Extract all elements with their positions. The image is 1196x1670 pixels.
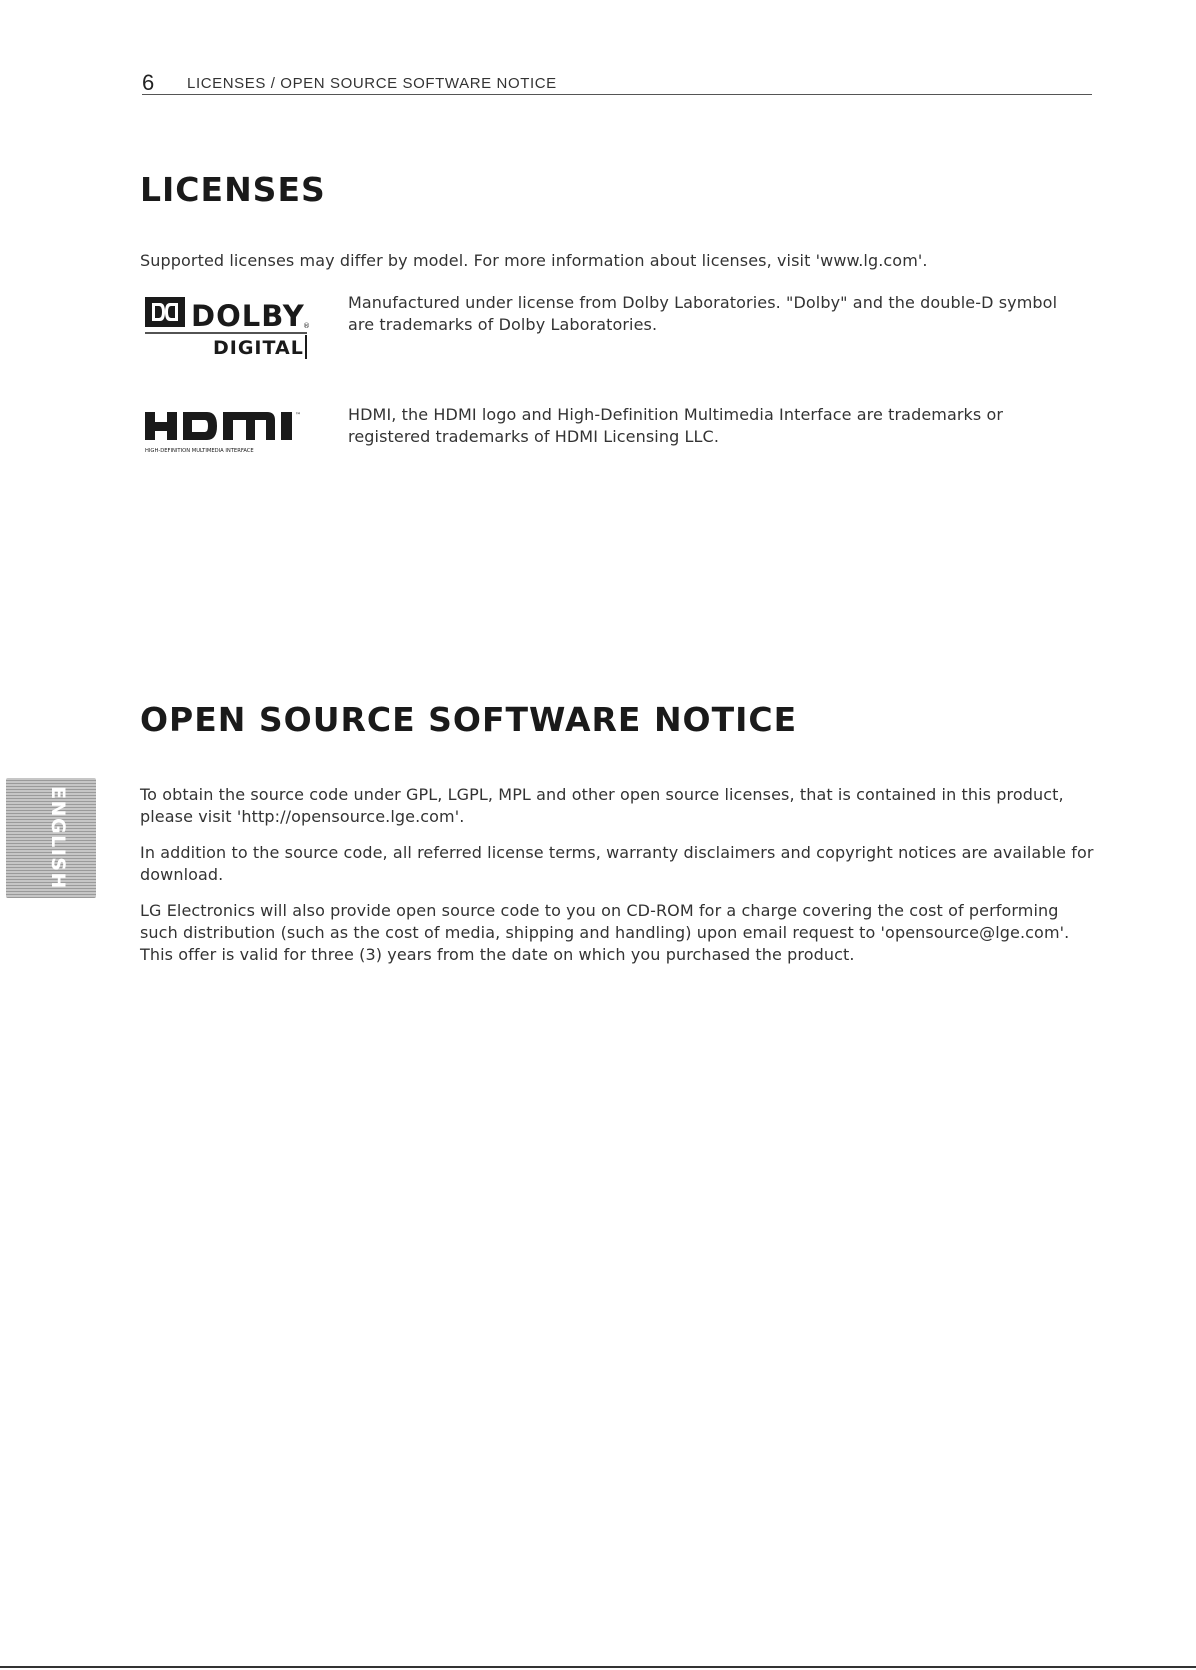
hdmi-logo-icon bbox=[145, 408, 315, 458]
dolby-logo-sub: DIGITAL bbox=[213, 337, 304, 359]
licenses-intro: Supported licenses may differ by model. For more information about licenses, visit 'www.lg.com'. bbox=[140, 251, 928, 270]
dolby-license-text: Manufactured under license from Dolby Laboratories. "Dolby" and the double-D symbol are trademarks of Dolby Laboratories. bbox=[348, 293, 1058, 334]
running-header bbox=[142, 70, 1092, 95]
svg-text:®: ® bbox=[303, 322, 310, 330]
dolby-logo-word: DOLBY bbox=[191, 299, 305, 333]
dolby-double-d-icon bbox=[145, 295, 310, 363]
oss-paragraph: To obtain the source code under GPL, LGPL, MPL and other open source licenses, that is contained in this product, please visit 'http://opensource.lge.com'. bbox=[140, 785, 1064, 826]
header-title: LICENSES / OPEN SOURCE SOFTWARE NOTICE bbox=[187, 75, 557, 92]
oss-paragraph: LG Electronics will also provide open source code to you on CD-ROM for a charge covering the cost of performing such distribution (such as the cost of media, shipping and handling) upon email request to 'opensource@lge.com'. This offer is valid for three (3) years from the date on which you purchased the product. bbox=[140, 901, 1070, 964]
hdmi-logo-sub: HIGH-DEFINITION MULTIMEDIA INTERFACE bbox=[145, 448, 254, 454]
hdmi-logo bbox=[145, 408, 315, 458]
licenses-heading: LICENSES bbox=[140, 170, 326, 209]
hdmi-license-text: HDMI, the HDMI logo and High-Definition Multimedia Interface are trademarks or registered trademarks of HDMI Licensing LLC. bbox=[348, 405, 1004, 446]
oss-heading: OPEN SOURCE SOFTWARE NOTICE bbox=[140, 700, 798, 739]
svg-text:™: ™ bbox=[295, 412, 301, 419]
oss-paragraph: In addition to the source code, all referred license terms, warranty disclaimers and copyright notices are available for download. bbox=[140, 843, 1094, 884]
dolby-digital-logo bbox=[145, 295, 310, 363]
page-number: 6 bbox=[142, 70, 155, 95]
language-tab bbox=[6, 778, 96, 898]
bottom-rule bbox=[0, 1666, 1196, 1668]
language-tab-label: ENGLISH bbox=[47, 786, 69, 890]
